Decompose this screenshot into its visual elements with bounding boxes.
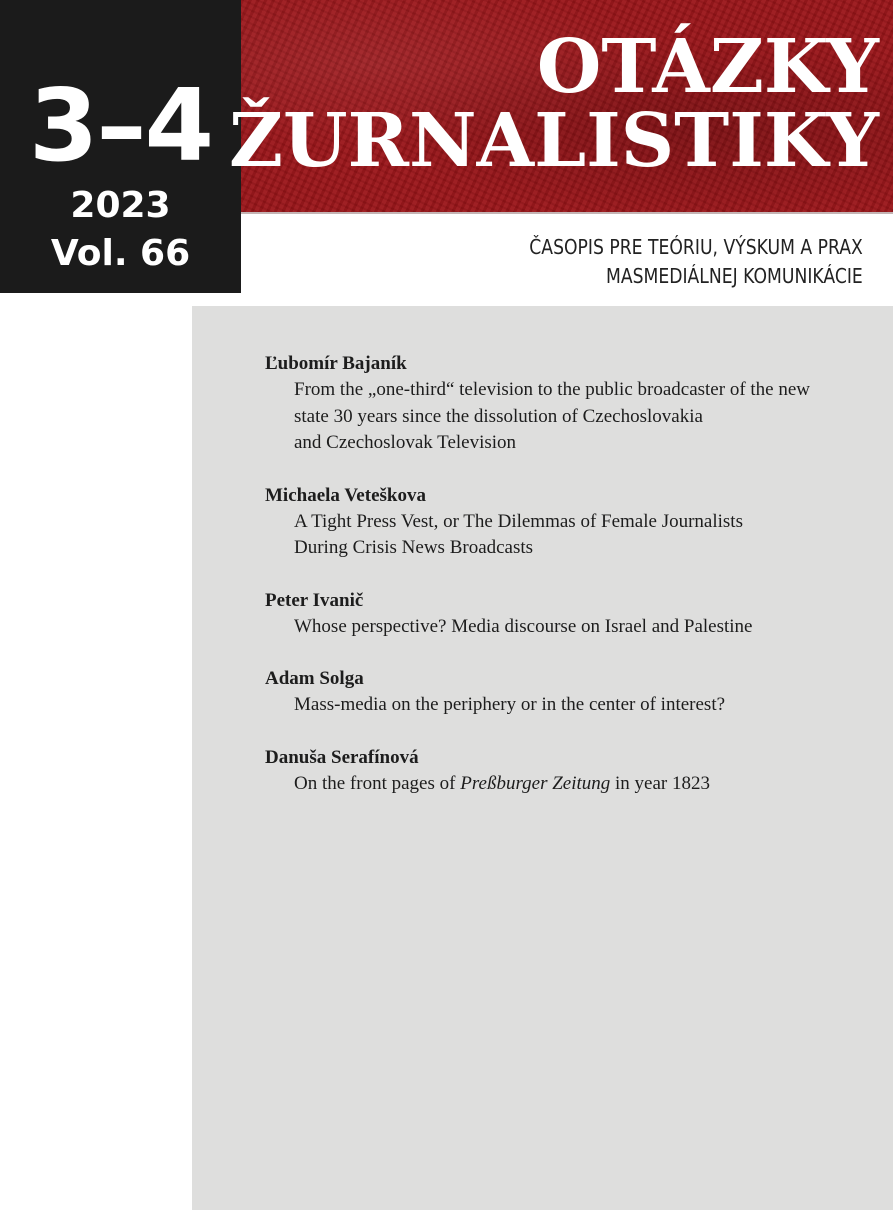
issue-year: 2023 bbox=[70, 185, 171, 226]
article-author: Adam Solga bbox=[265, 668, 364, 689]
subtitle-line2: MASMEDIÁLNEJ KOMUNIKÁCIE bbox=[606, 264, 863, 288]
article-title-suffix: in year 1823 bbox=[610, 772, 711, 794]
issue-box bbox=[0, 0, 241, 293]
table-of-contents bbox=[192, 306, 893, 1210]
article-title-line: state 30 years since the dissolution of Czechoslovakia bbox=[294, 405, 703, 427]
article-list bbox=[265, 350, 865, 822]
article-author: Michaela Veteškova bbox=[265, 484, 426, 506]
journal-subtitle bbox=[529, 233, 863, 291]
article-title bbox=[265, 692, 865, 719]
issue-volume: Vol. 66 bbox=[50, 233, 191, 274]
article-entry bbox=[265, 665, 865, 719]
article-title-line: Whose perspective? Media discourse on Israel and Palestine bbox=[294, 615, 753, 637]
article-title bbox=[265, 771, 865, 798]
article-title bbox=[265, 509, 865, 562]
article-author: Peter Ivanič bbox=[265, 589, 364, 611]
article-title-line: From the „one-third“ television to the public broadcaster of the new bbox=[294, 379, 811, 400]
article-title bbox=[265, 614, 865, 641]
issue-number: 3–4 bbox=[28, 67, 213, 184]
subtitle-line1: ČASOPIS PRE TEÓRIU, VÝSKUM A PRAX bbox=[529, 235, 863, 259]
article-title-line: Mass-media on the periphery or in the center of interest? bbox=[294, 694, 726, 715]
article-title-line: During Crisis News Broadcasts bbox=[294, 537, 534, 558]
article-entry bbox=[265, 744, 865, 798]
article-title bbox=[265, 377, 865, 457]
article-title-prefix: On the front pages of bbox=[294, 772, 461, 794]
article-title-line: and Czechoslovak Television bbox=[294, 432, 517, 453]
article-entry bbox=[265, 587, 865, 641]
article-title-line bbox=[294, 771, 865, 798]
article-entry bbox=[265, 350, 865, 457]
article-author: Ľubomír Bajaník bbox=[265, 353, 407, 374]
article-entry bbox=[265, 482, 865, 562]
journal-title-band bbox=[228, 0, 893, 214]
article-title-italic: Preßburger Zeitung bbox=[460, 772, 611, 794]
article-author: Danuša Serafínová bbox=[265, 746, 419, 768]
article-title-line: A Tight Press Vest, or The Dilemmas of Female Journalists bbox=[294, 510, 743, 532]
journal-title-line2: ŽURNALISTIKY bbox=[228, 98, 879, 184]
journal-title-line1: OTÁZKY bbox=[536, 24, 879, 110]
